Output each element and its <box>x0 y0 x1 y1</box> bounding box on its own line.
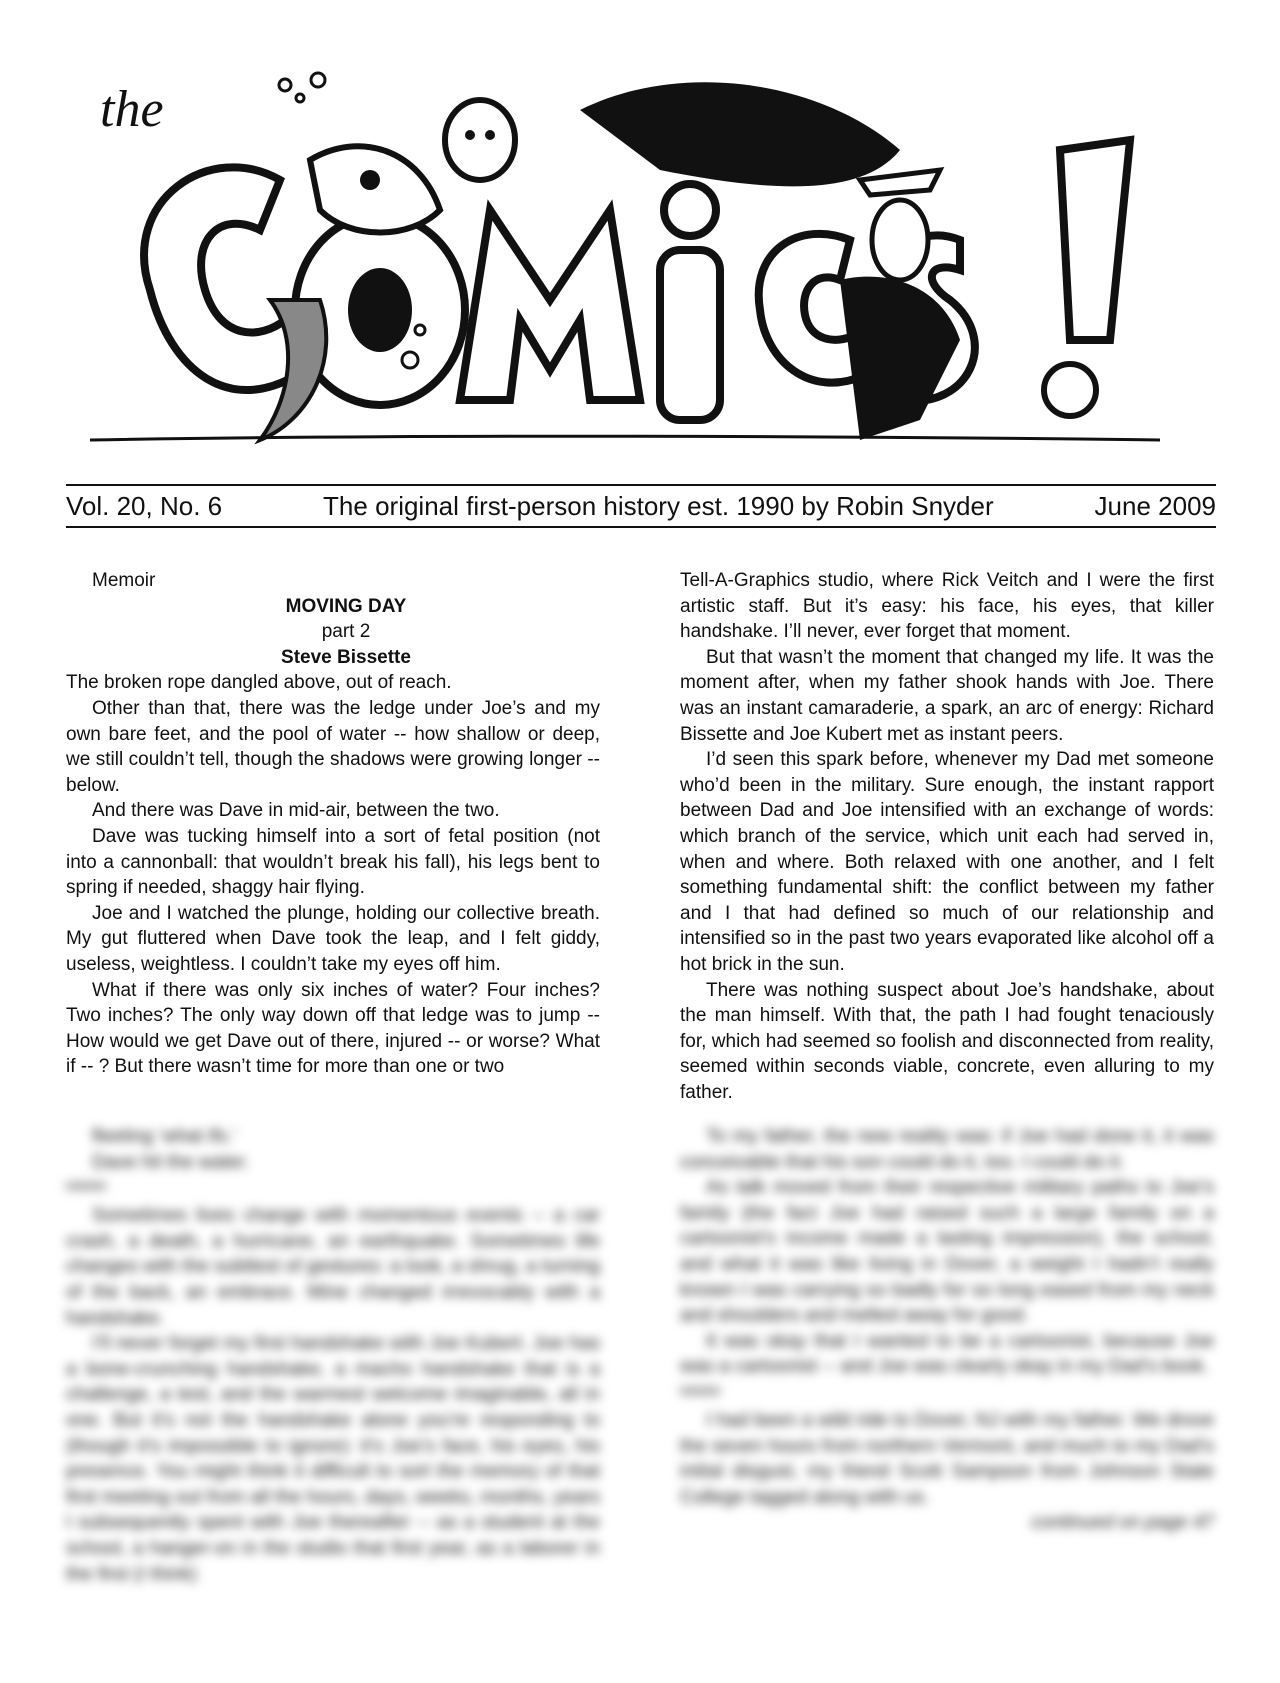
paragraph: Joe and I watched the plunge, holding our collective breath. My gut fluttered when Dave took the leap, and I felt giddy, useless, weightless. I couldn’t take my eyes off him. <box>66 902 600 975</box>
left-readable-text <box>66 568 600 1124</box>
article-author: Steve Bissette <box>281 646 411 668</box>
paragraph: But that wasn’t the moment that changed my life. It was the moment after, when my father shook hands with Joe. There was an instant camaraderie, a spark, an arc of energy: Richard Bissette and Joe Kubert met as instant peers. <box>680 646 1214 745</box>
paragraph: Sometimes lives change with momentous events -- a car crash, a death, a hurricane, an earthquake. Sometimes life changes with the subtlest of gestures: a look, a shrug, a turning of the back, an embrace. Mine changed irrevocably with a handshake. <box>66 1205 600 1329</box>
paragraph: The broken rope dangled above, out of reach. <box>66 672 452 694</box>
masthead-the: the <box>100 81 164 138</box>
section-label: Memoir <box>92 570 156 591</box>
paragraph: To my father, the new reality was: if Joe had done it, it was conceivable that his son could do it, too. I could do it. <box>680 1126 1214 1173</box>
paragraph: What if there was only six inches of water? Four inches? Two inches? The only way down off that ledge was to jump -- How would we get Dave out of there, injured -- or worse? What if -- ? But there wasn’t time for more than one or two <box>66 979 600 1078</box>
paragraph: Dave hit the water. <box>92 1151 250 1173</box>
right-readable-text <box>680 568 1214 1124</box>
paragraph: There was nothing suspect about Joe’s handshake, about the man himself. With that, the path I had fought tenaciously for, which had seemed so foolish and disconnected from reality, seemed within seconds viable, concrete, even alluring to my father. <box>680 979 1214 1103</box>
paragraph: Tell-A-Graphics studio, where Rick Veitch and I were the first artistic staff. But it’s easy: his face, his eyes, that killer handshake. I’ll never, ever forget that moment. <box>680 570 1214 643</box>
continued-note: continued on page 47 <box>1031 1512 1214 1534</box>
tagline: The original first-person history est. 1990 by Robin Snyder <box>323 490 994 521</box>
right-blurred-text <box>680 1124 1214 1536</box>
comics-logo-illustration <box>60 40 1220 480</box>
article <box>66 568 1216 1658</box>
section-separator <box>680 1388 720 1394</box>
paragraph: It was okay that I wanted to be a cartoonist, because Joe was a cartoonist -- and Joe was clearly okay in my Dad’s book. <box>680 1330 1214 1378</box>
article-title: MOVING DAY <box>285 595 407 617</box>
volume-number: Vol. 20, No. 6 <box>66 490 223 521</box>
section-separator <box>66 1183 106 1189</box>
paragraph: fleeting ‘what ifs.’ <box>92 1126 237 1147</box>
paragraph: And there was Dave in mid-air, between the two. <box>92 800 500 822</box>
masthead <box>60 40 1220 480</box>
issue-date: June 2009 <box>1094 490 1216 521</box>
article-column-left <box>66 568 600 1587</box>
left-blurred-text <box>66 1124 600 1587</box>
paragraph: I’d seen this spark before, whenever my Dad met someone who’d been in the military. Sure enough, the instant rapport between Dad and Joe intensified with an exchange of words: which branch of the service, which unit each had served in, when and where. Both relaxed with one another, and I felt something fundamental shift: the conflict between my father and I that had defined so much of our relationship and intensified so in the past two years evaporated like alcohol off a hot brick in the sun. <box>680 749 1214 975</box>
paragraph: I’ll never forget my first handshake with Joe Kubert. Joe has a bone-crunching handshake, a macho handshake that is a challenge, a test, and the warmest welcome imaginable, all in one. But it’s not the handshake alone you’re responding to (though it’s impossible to ignore): it’s Joe’s face, his eyes, his presence. You might think it difficult to sort the memory of that first meeting out from all the hours, days, weeks, months, years I subsequently spent with Joe thereafter -- as a student at the school, a hanger-on in the studio that first year, as a laborer in the first (I think) <box>66 1333 600 1585</box>
paragraph: Other than that, there was the ledge under Joe’s and my own bare feet, and the pool of water -- how shallow or deep, we still couldn’t tell, though the shadows were growing longer -- below. <box>66 697 600 796</box>
paragraph: As talk moved from their respective military paths to Joe’s family (the fact Joe had raised such a large family on a cartoonist’s income made a lasting impression), the school, and what it was like living in Dover, a weight I hadn’t really known I was carrying so badly for so long eased from my neck and shoulders and melted away for good. <box>680 1177 1214 1327</box>
paragraph: I had been a wild ride to Dover, NJ with my father. We drove the seven hours from northern Vermont, and much to my Dad’s initial disgust, my friend Scott Sampson from Johnson State College tagged along with us. <box>680 1409 1214 1508</box>
paragraph: Dave was tucking himself into a sort of fetal position (not into a cannonball: that wouldn’t break his fall), his legs bent to spring if needed, shaggy hair flying. <box>66 825 600 899</box>
issue-info-bar <box>66 484 1216 528</box>
article-column-right <box>680 568 1214 1536</box>
article-part: part 2 <box>321 621 371 643</box>
